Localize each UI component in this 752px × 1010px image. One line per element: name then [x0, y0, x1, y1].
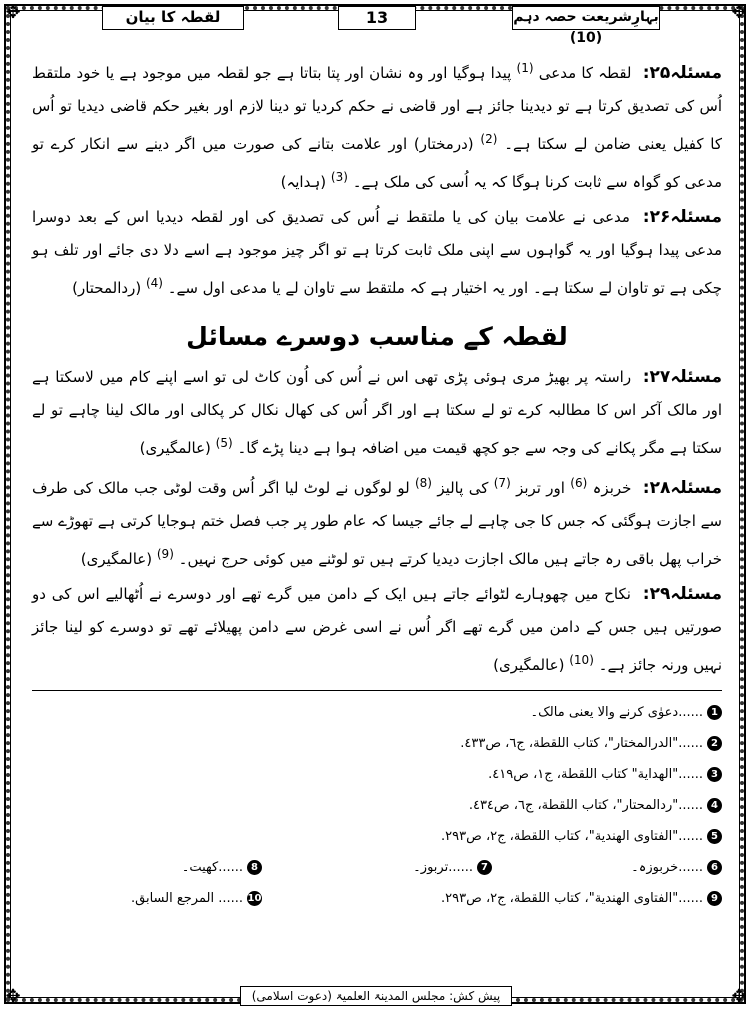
- footnote: [441, 829, 722, 844]
- masala-28: [32, 467, 722, 576]
- masala-label: مسئلہ۲۸:: [642, 478, 722, 498]
- paragraph-text: راستہ پر بھیڑ مری ہوئی پڑی تھی اس نے اُس کی اُون کاٹ لی تو اسے اپنے کام میں لاسکتا ہے اور مالک آکر اس کا مطالبہ کرے تو لے سکتا ہے اور اگر اُس کی کھال نکال کر پکالی اور مالک لینا چاہے تو لے سکتا ہے مگر پکانے کی وجہ سے جو کچھ قیمت میں اضافہ ہوا ہے دینا پڑے گا۔: [32, 368, 722, 457]
- masala-label: مسئلہ۲۹:: [642, 584, 722, 604]
- masala-label: مسئلہ۲۷:: [642, 367, 722, 387]
- footnote-text: ......خربوزہ۔: [631, 860, 703, 875]
- corner-ornament-icon: ✥: [731, 2, 747, 23]
- section-heading: لقطہ کے مناسب دوسرے مسائل: [186, 322, 568, 351]
- paragraph-text: خربزہ: [592, 479, 632, 497]
- masala-label: مسئلہ۲۶:: [642, 207, 722, 227]
- footnote: [131, 891, 262, 906]
- footnote-number: 2: [707, 736, 722, 751]
- footnote-ref: (10): [569, 653, 594, 667]
- source-citation: (ردالمحتار): [72, 279, 142, 297]
- masala-27: [32, 361, 722, 465]
- footnote-text: ......"الفتاوی الهندية"، کتاب اللقطة، ج٢، ص٢٩٣.: [441, 829, 703, 844]
- corner-ornament-icon: ✥: [5, 986, 21, 1007]
- footnote-number: 1: [707, 705, 722, 720]
- footnote-row: [32, 821, 722, 852]
- paragraph-text: لو لوگوں نے لوٹ لیا اگر اُس وقت لوٹی جب مالک کی طرف سے اجازت ہوگئی کہ جس کا جی چاہے لے جائے جیسا کہ عام طور پر جب فصل ختم ہوجایا کرتی ہے تھوڑے سے خراب پھل باقی رہ جاتے ہیں مالک اجازت دیدیا کرتے ہیں تو لوٹنے میں کوئی حرج نہیں۔: [32, 479, 722, 568]
- footnote-row: [32, 728, 722, 759]
- footnote-text: ......"الدرالمختار"، کتاب اللقطة، ج٦، ص٤٣٣.: [460, 736, 703, 751]
- corner-ornament-icon: ✥: [5, 2, 21, 23]
- masala-label: مسئلہ۲۵:: [642, 63, 722, 83]
- footnote-text: ......"ردالمحتار"، کتاب اللقطة، ج٦، ص٤٣٤.: [468, 798, 703, 813]
- footnote-ref: (2): [480, 132, 498, 146]
- masala-29: [32, 578, 722, 682]
- book-title: بہارِشریعت حصہ دہم (10): [512, 6, 660, 30]
- footnote-ref: (1): [516, 61, 534, 75]
- footnote-ref: (3): [330, 170, 348, 184]
- page-body: [32, 52, 722, 914]
- paragraph-text: (درمختار) اور علامت بتانے کی صورت میں اگر دینے سے انکار کرے تو مدعی کو گواہ سے ثابت کرنا ہوگا کہ یہ اُسی کی ملک ہے۔: [32, 135, 722, 191]
- footnote-number: 10: [247, 893, 262, 904]
- footnote-row: [32, 852, 722, 883]
- footnote-number: 5: [707, 829, 722, 844]
- publisher-footer: پیش کش: مجلس المدینۃ العلمیۃ (دعوت اسلامی): [240, 986, 512, 1006]
- masala-25: [32, 52, 722, 199]
- footnote-text: ......"الفتاوی الهندية"، کتاب اللقطة، ج٢، ص٢٩٣.: [441, 891, 703, 906]
- footnote-text: ......تربوز۔: [413, 860, 473, 875]
- footnote: [460, 736, 722, 751]
- source-citation: (عالمگیری): [80, 550, 153, 568]
- footnote: [262, 891, 722, 906]
- footnote: [488, 767, 722, 782]
- paragraph-text: مدعی نے علامت بیان کی یا ملتقط نے اُس کی تصدیق کی اور لقطہ دیدیا اس کے بعد دوسرا مدعی پیدا ہوگیا اور یہ گواہوں سے اپنی ملک ثابت کرتا ہے تو اگر چیز موجود ہے اسے دلا دی جائے اور تلف ہو چکی ہے تو تاوان لے سکتا ہے۔ اور یہ اختیار ہے کہ ملتقط سے تاوان لے یا مدعی اول سے۔: [32, 208, 722, 297]
- footnote-text: ......"الهداية" کتاب اللقطة، ج١، ص٤١٩.: [488, 767, 703, 782]
- page-header: [20, 6, 732, 46]
- footnote-row: [32, 883, 722, 914]
- footnote-ref: (4): [145, 276, 163, 290]
- source-citation: (عالمگیری): [139, 439, 211, 457]
- source-citation: (ہدایہ): [280, 173, 327, 191]
- footnote-ref: (7): [493, 476, 511, 490]
- masala-26: [32, 201, 722, 305]
- footnote-ref: (5): [215, 436, 233, 450]
- footnote-row: [32, 759, 722, 790]
- footnote-ref: (6): [570, 476, 588, 490]
- footnote-number: 6: [707, 860, 722, 875]
- footnote: [469, 798, 722, 813]
- footnote-number: 4: [707, 798, 722, 813]
- source-citation: (عالمگیری): [493, 656, 565, 674]
- footnote: [262, 860, 492, 875]
- footnote-text: ...... المرجع السابق.: [131, 891, 243, 906]
- paragraph-text: لقطہ کا مدعی: [538, 64, 632, 82]
- paragraph-text: پیدا ہوگیا اور وہ نشان اور پتا بتاتا ہے جو لقطہ میں موجود ہے یا خود ملتقط اُس کی تصدیق کرتا ہے تو دیدینا جائز ہے اور قاضی نے حکم کردیا تو دینا لازم اور بغیر حکم قاضی دیدیا تو اُس کا کفیل یعنی ضامن لے سکتا ہے۔: [32, 64, 722, 153]
- footnote-row: [32, 697, 722, 728]
- chapter-title: لقطہ کا بیان: [102, 6, 244, 30]
- paragraph-text: اور تربز: [516, 479, 565, 497]
- footnote-text: ......دعوٰی کرنے والا یعنی مالک۔: [530, 705, 703, 720]
- footnote-divider: [32, 690, 722, 691]
- footnote-number: 7: [477, 860, 492, 875]
- footnote-text: ......کھیت۔: [181, 860, 243, 875]
- footnote-ref: (9): [156, 547, 174, 561]
- footnote-number: 3: [707, 767, 722, 782]
- paragraph-text: نکاح میں چھوہارے لٹوائے جاتے ہیں ایک کے دامن میں گرے تھے اور دوسرے نے اُٹھالیے اس کی دو صورتیں ہیں جس کے دامن میں گرے تھے اگر اُس نے اسی غرض سے دامن پھیلائے تھے تو دوسرے کو لینا جائز نہیں ورنہ جائز ہے۔: [32, 585, 722, 674]
- corner-ornament-icon: ✥: [731, 986, 747, 1007]
- footnote-ref: (8): [414, 476, 432, 490]
- footnote-row: [32, 790, 722, 821]
- page-number: 13: [338, 6, 416, 30]
- footnote-number: 9: [707, 891, 722, 906]
- footnote: [531, 705, 722, 720]
- footnote: [492, 860, 722, 875]
- paragraph-text: کی پالیز: [437, 479, 489, 497]
- footnote-number: 8: [247, 860, 262, 875]
- footnote: [182, 860, 262, 875]
